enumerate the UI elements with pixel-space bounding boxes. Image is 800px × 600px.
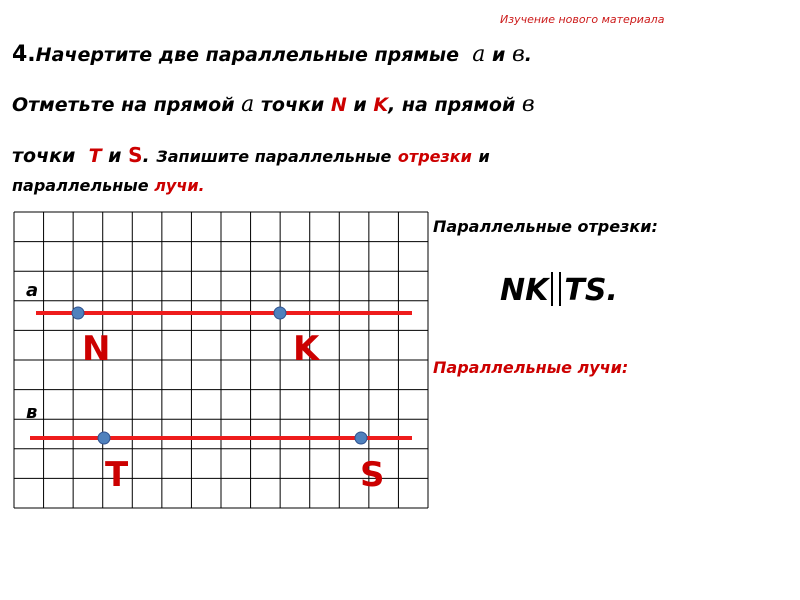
point-t-label: T	[88, 145, 102, 167]
task-text: , на прямой	[388, 94, 516, 116]
var-a: а	[472, 42, 486, 67]
parallel-rays-title: Параллельные лучи:	[433, 358, 629, 377]
task-text: Запишите параллельные	[156, 147, 392, 166]
dot: .	[198, 176, 205, 195]
conj-and: и	[353, 94, 367, 116]
word-rays: лучи	[154, 176, 199, 195]
var-b: в	[511, 42, 525, 67]
task-number: 4.	[12, 42, 36, 67]
dot: .	[524, 44, 532, 66]
label-line-a: а	[26, 280, 39, 301]
conj-and: и	[491, 44, 506, 66]
parallel-segments-title: Параллельные отрезки:	[433, 217, 658, 236]
task-text: параллельные	[12, 176, 149, 195]
answer-nk: NK	[500, 273, 549, 308]
point-n-label: N	[330, 94, 347, 116]
var-a: а	[241, 92, 255, 117]
point-k-label: K	[373, 94, 389, 116]
point-s-label: S	[128, 143, 143, 167]
answer-ts: TS.	[564, 273, 618, 308]
point-k-dot	[274, 307, 286, 319]
point-t-text: T	[105, 455, 129, 495]
point-n-text: N	[82, 329, 111, 369]
label-line-b: в	[26, 402, 38, 423]
task-text: Начертите две параллельные прямые	[35, 44, 459, 66]
point-s-text: S	[360, 455, 385, 495]
task-text: точки	[260, 94, 325, 116]
header-subject: Изучение нового материала	[500, 13, 665, 26]
point-s-dot	[355, 432, 367, 444]
var-b: в	[521, 92, 535, 117]
task-text: Отметьте на прямой	[12, 94, 235, 116]
point-n-dot	[72, 307, 84, 319]
parallel-sign-icon	[551, 272, 561, 306]
dot: .	[142, 145, 150, 167]
parallel-segments-answer	[500, 272, 618, 308]
point-k-text: K	[293, 329, 320, 369]
conj-and: и	[478, 147, 490, 166]
point-t-dot	[98, 432, 110, 444]
word-segments: отрезки	[397, 147, 472, 166]
conj-and: и	[108, 145, 122, 167]
task-text: точки	[12, 145, 76, 167]
